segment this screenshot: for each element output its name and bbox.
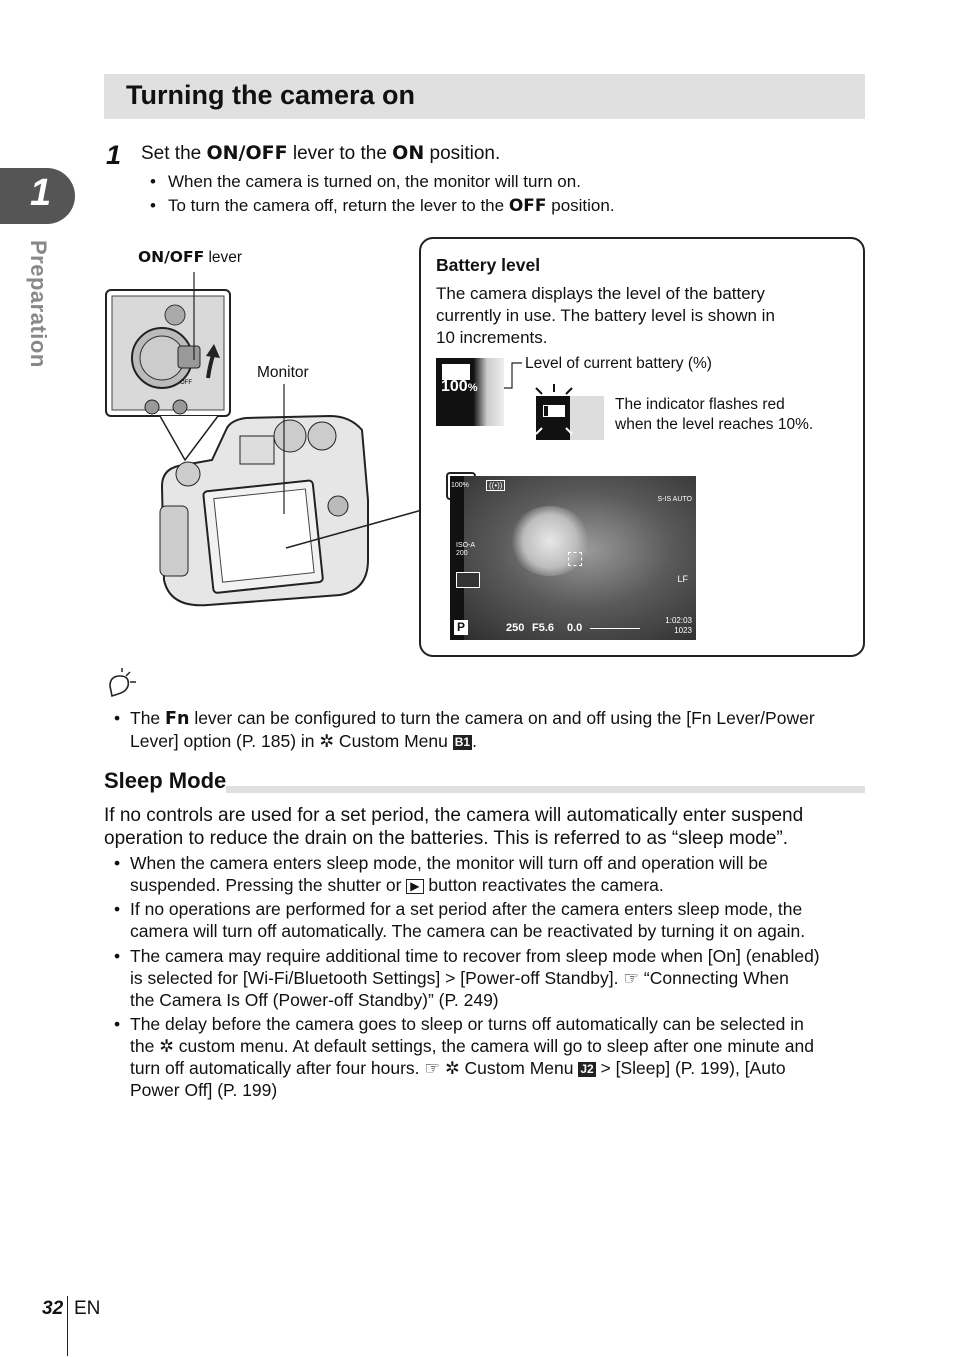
sleep-bullet-2: • If no operations are performed for a set period after the camera enters sleep mode, the camera will turn off automatically. The camera can be reactivated by turning it on again. xyxy=(114,899,806,941)
drive-mode-icon xyxy=(456,572,480,588)
menu-j2-icon: J2 xyxy=(580,1062,594,1076)
footer-rule xyxy=(67,1296,68,1356)
flash-warning-text: The indicator flashes red when the level reaches 10%. xyxy=(615,396,814,433)
language-label: EN xyxy=(74,1298,101,1319)
sleep-bullet-4: • The delay before the camera goes to sleep or turns off automatically can be selected in the ✲ custom menu. At default settings, the camera will go to sleep after one minute and turn off automatically after four hours. ☞ ✲ Custom Menu J2 > [Sleep] (P. 199), [Auto Power Off] (P. 199) xyxy=(114,1014,814,1100)
leader-line xyxy=(500,362,528,390)
svg-text:OFF: OFF xyxy=(180,380,192,386)
flashing-battery-icon xyxy=(530,382,606,442)
stabilizer-readout: S-IS AUTO xyxy=(657,496,692,503)
section-heading: Sleep Mode xyxy=(104,768,227,793)
page-number: 32 xyxy=(42,1298,64,1319)
quality-readout: LF xyxy=(677,574,688,584)
sleep-bullet-3: • The camera may require additional time to recover from sleep mode when [On] (enabled) is selected for [Wi-Fi/Bluetooth Settings] > [Power-off Standby]. ☞ “Connecting When the Camera Is Off (Power-off Standby)” (P. 249) xyxy=(114,946,820,1010)
step-number: 1 xyxy=(106,140,122,170)
section-rule xyxy=(226,786,865,793)
reference-icon: ☞ xyxy=(623,968,640,988)
exposure-scale xyxy=(590,628,640,629)
battery-percent: 100% xyxy=(441,378,478,395)
chapter-label: Preparation xyxy=(26,240,51,368)
exposure-comp: 0.0 xyxy=(567,622,583,634)
aperture: F5.6 xyxy=(532,622,555,634)
step-bullet: • To turn the camera off, return the lever to the OFF position. xyxy=(150,196,615,216)
battery-closeup xyxy=(436,358,504,426)
af-target xyxy=(568,552,582,566)
sleep-intro: If no controls are used for a set period, the camera will automatically enter suspend operation to reduce the drain on the batteries. This is referred to as “sleep mode”. xyxy=(104,805,804,849)
shutter-speed: 250 xyxy=(506,622,525,634)
recording-info: 1:02:03 1023 xyxy=(665,616,692,635)
iso-readout: ISO-A 200 xyxy=(456,542,476,557)
step-bullet: • When the camera is turned on, the monitor will turn on. xyxy=(150,172,581,191)
chapter-number: 1 xyxy=(30,172,52,214)
current-battery-label: Level of current battery (%) xyxy=(525,355,712,372)
camera-illustration xyxy=(100,260,430,620)
tip-text: • The Fn lever can be configured to turn the camera on and off using the [Fn Lever/Power Lever] option (P. 185) in ✲ Custom Menu B1 . xyxy=(114,708,815,751)
monitor-left-bar xyxy=(450,476,464,640)
play-button-icon: ▶ xyxy=(406,879,423,894)
page-title: Turning the camera on xyxy=(126,80,416,110)
monitor-battery: 100% xyxy=(451,482,469,489)
onoff-lever-label: ON/OFF lever xyxy=(138,248,243,266)
wifi-icon: ((•)) xyxy=(486,480,505,491)
sleep-bullet-1: • When the camera enters sleep mode, the monitor will turn off and operation will be suspended. Pressing the shutter or ▶ button reactivates the camera. xyxy=(114,853,768,895)
battery-description: The camera displays the level of the battery currently in use. The battery level is shown in 10 increments. xyxy=(436,284,775,347)
tip-icon xyxy=(106,668,140,700)
step-text: Set the ON/OFF lever to the ON position. xyxy=(141,142,501,164)
monitor-label: Monitor xyxy=(257,364,309,381)
gear-icon: ✲ xyxy=(445,1058,460,1078)
gear-icon: ✲ xyxy=(159,1036,174,1056)
monitor-display xyxy=(450,476,696,640)
mode-indicator: P xyxy=(454,620,468,635)
battery-heading: Battery level xyxy=(436,255,541,275)
menu-b1-icon: B1 xyxy=(454,735,471,749)
reference-icon: ☞ xyxy=(424,1058,441,1078)
